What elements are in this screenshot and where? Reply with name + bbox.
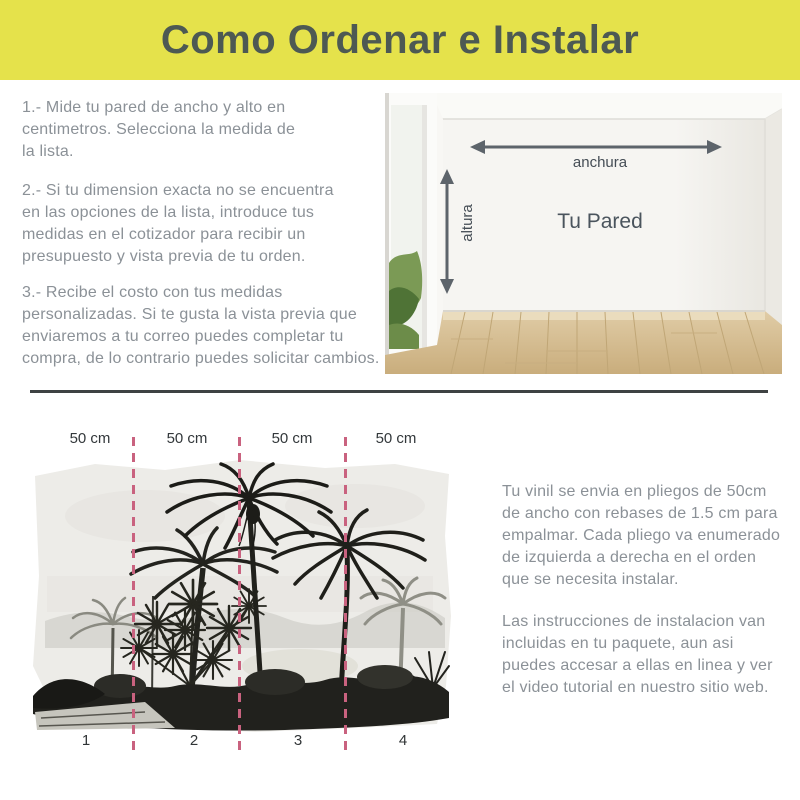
cut-line [344, 437, 347, 757]
instruction-step-1: 1.- Mide tu pared de ancho y alto en centimetros. Selecciona la medida de la lista. [22, 99, 296, 160]
panel-width-label: 50 cm [271, 430, 313, 447]
panel-width-label: 50 cm [166, 430, 208, 447]
shipping-paragraph-2: Las instrucciones de instalacion van incluidas en tu paquete, aun asi puedes accesar a ellas en linea y ver el video tutorial en nuestro sitio web. [502, 613, 773, 696]
height-label: altura [459, 204, 476, 242]
panel-number: 3 [293, 732, 303, 749]
page-title: Como Ordenar e Instalar [160, 18, 640, 62]
panel-width-label: 50 cm [375, 430, 417, 447]
panel-diagram [25, 420, 465, 765]
cut-line [132, 437, 135, 757]
panel-number: 1 [81, 732, 91, 749]
header-banner [0, 0, 800, 80]
width-label: anchura [572, 154, 628, 171]
cut-line [238, 437, 241, 757]
panel-number: 4 [398, 732, 408, 749]
panel-width-label: 50 cm [69, 430, 111, 447]
shipping-paragraph-1: Tu vinil se envia en pliegos de 50cm de ancho con rebases de 1.5 cm para empalmar. Cada pliego va enumerado de izquierda a derecha en el orden que se necesita instalar. [502, 483, 781, 588]
instruction-step-3: 3.- Recibe el costo con tus medidas personalizadas. Si te gusta la vista previa que enviaremos a tu correo puedes completar tu compra, de lo contrario puedes solicitar cambios. [22, 284, 380, 367]
divider-line [30, 390, 768, 393]
wall-label: Tu Pared [557, 210, 643, 233]
panel-number: 2 [189, 732, 199, 749]
instruction-step-2: 2.- Si tu dimension exacta no se encuentra en las opciones de la lista, introduce tus medidas en el cotizador para recibir un presupuesto y vista previa de tu orden. [22, 182, 334, 265]
